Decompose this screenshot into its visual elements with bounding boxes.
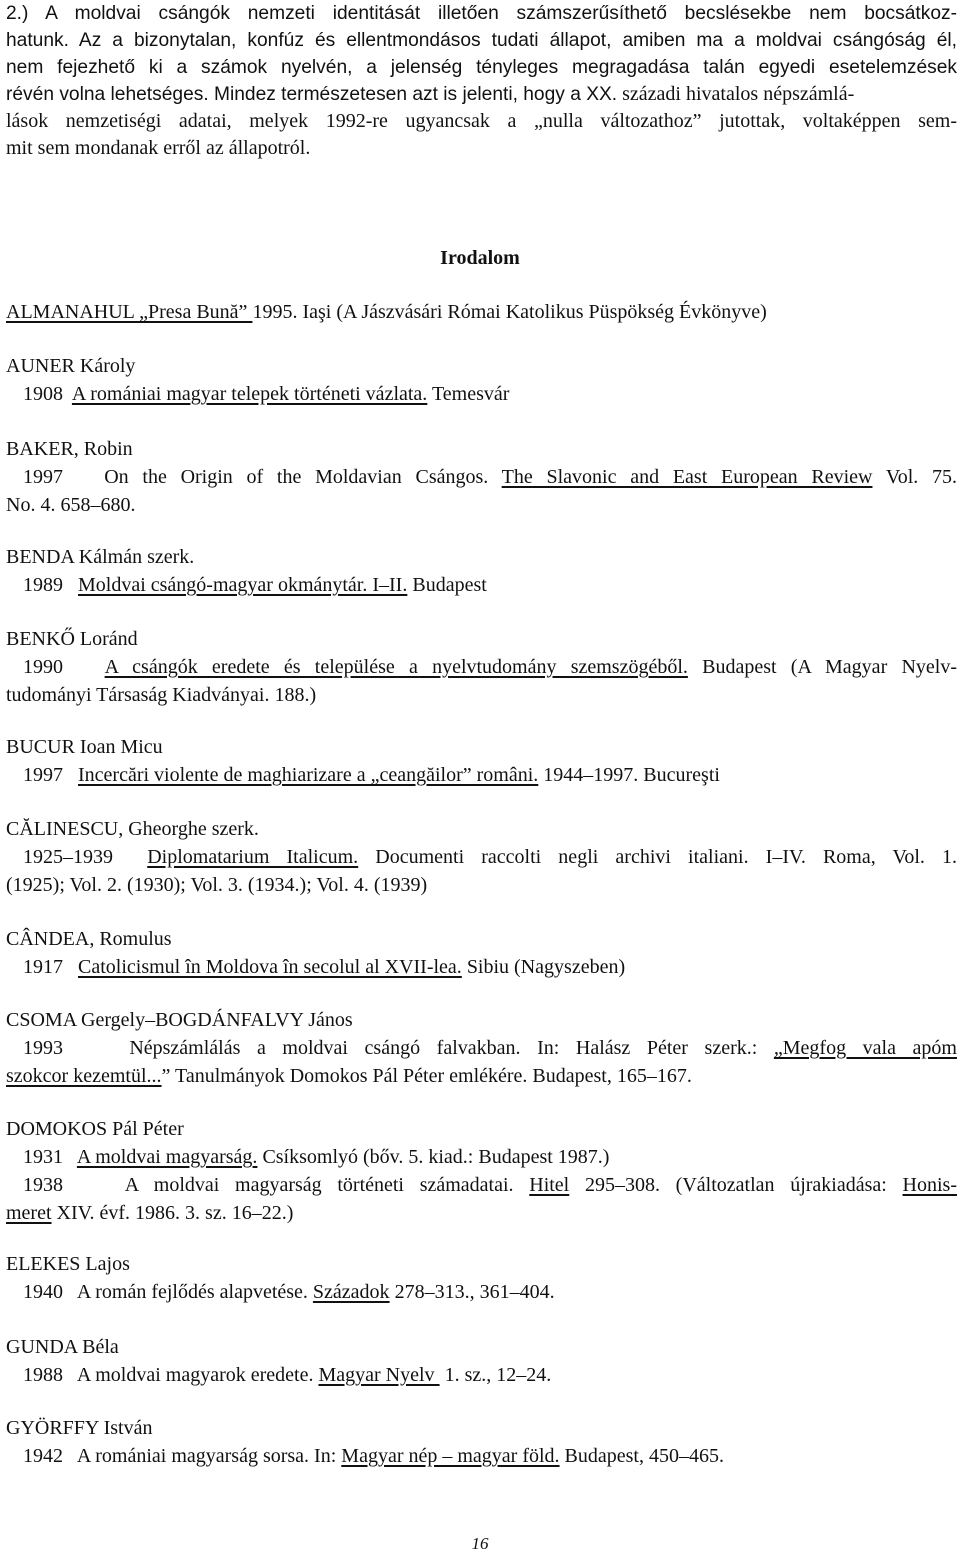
bib-title: Moldvai csángó-magyar okmánytár. I–II.	[78, 574, 408, 596]
bib-text: 1908	[23, 383, 72, 405]
intro-paragraph	[6, 0, 957, 162]
bib-text: 1997 On the Origin of the Moldavian Csángos.	[23, 466, 502, 488]
bib-title: Századok	[312, 1281, 390, 1303]
intro-line: 2.) A moldvai csángók nemzeti identitását illetően számszerűsíthető becslésekbe nem bocsátkoz-	[6, 3, 957, 24]
intro-line: nem fejezhető ki a számok nyelvén, a jelenség tényleges megragadása talán egyedi esetelemzések	[6, 57, 957, 78]
bib-text: Temesvár	[427, 383, 510, 405]
bib-reference-line	[6, 1062, 957, 1090]
bib-text: 278–313., 361–404.	[389, 1281, 555, 1303]
bib-title: A moldvai magyarság.	[76, 1146, 258, 1168]
bib-entry	[6, 352, 957, 408]
bib-title: Magyar nép – magyar föld.	[341, 1445, 560, 1467]
bib-reference-line	[6, 1034, 957, 1062]
bib-text: tudományi Társaság Kiadványai. 188.)	[6, 684, 317, 706]
bib-text: 1944–1997. Bucureşti	[538, 764, 720, 786]
bib-title: szokcor kezemtül...	[6, 1065, 162, 1087]
bib-text: Csíksomlyó (bőv. 5. kiad.: Budapest 1987.)	[257, 1146, 610, 1168]
bib-text: Vol. 75.	[872, 466, 957, 488]
bib-title: Diplomatarium Italicum.	[147, 846, 359, 868]
bib-text: 1997	[23, 764, 78, 786]
bib-reference-line	[6, 1171, 957, 1199]
bib-text: ” Tanulmányok Domokos Pál Péter emlékére. Budapest, 165–167.	[161, 1065, 692, 1087]
bib-title: The Slavonic and East European Review	[501, 466, 873, 488]
bib-text: No. 4. 658–680.	[6, 494, 136, 516]
bib-reference-line	[6, 1199, 957, 1227]
bib-reference-line	[6, 1143, 957, 1171]
bib-text: Budapest	[407, 574, 487, 596]
bib-author: GUNDA Béla	[6, 1336, 119, 1358]
bib-text: 295–308. (Változatlan újrakiadása:	[569, 1174, 903, 1196]
intro-line: mit sem mondanak erről az állapotról.	[6, 137, 311, 159]
bib-text: 1917	[23, 956, 78, 978]
bib-entry	[6, 1115, 957, 1227]
bib-text: Budapest (A Magyar Nyelv-	[687, 656, 957, 678]
bib-text: 1931	[23, 1146, 77, 1168]
bib-text: Budapest, 450–465.	[559, 1445, 724, 1467]
bib-reference-line	[6, 1442, 957, 1470]
bib-text: 1990	[23, 656, 105, 678]
bib-text: 1995. Iaşi (A Jászvásári Római Katolikus Püspökség Évkönyve)	[252, 301, 767, 323]
bib-entry	[6, 733, 957, 789]
bib-reference-line	[6, 380, 957, 408]
bib-title: Magyar Nyelv	[318, 1364, 440, 1386]
bib-reference-line	[6, 843, 957, 871]
bib-title: Honis-	[902, 1174, 957, 1196]
bib-reference-line	[6, 1278, 957, 1306]
bib-reference-line	[6, 491, 957, 519]
bib-text: 1989	[23, 574, 78, 596]
bib-entry	[6, 1006, 957, 1090]
bib-author: GYÖRFFY István	[6, 1417, 153, 1439]
intro-line: lások nemzetiségi adatai, melyek 1992-re ugyancsak a „nulla változathoz” jutottak, voltaképpen sem-	[6, 110, 957, 132]
bib-entry	[6, 435, 957, 519]
intro-line: hatunk. Az a bizonytalan, konfúz és ellentmondásos tudati állapot, amiben ma a moldvai csángóság él,	[6, 30, 957, 51]
bib-text: 1988 A moldvai magyarok eredete.	[23, 1364, 319, 1386]
bib-title: Hitel	[529, 1174, 570, 1196]
bib-reference-line	[6, 953, 957, 981]
bib-reference-line	[6, 298, 957, 326]
bib-text: Documenti raccolti negli archivi italiani. I–IV. Roma, Vol. 1.	[358, 846, 958, 868]
bib-author: BENDA Kálmán szerk.	[6, 546, 195, 568]
page-number: 16	[471, 1534, 489, 1553]
bib-author: CÂNDEA, Romulus	[6, 928, 172, 950]
bib-reference-line	[6, 463, 957, 491]
bib-entry	[6, 1333, 957, 1389]
bib-title: A romániai magyar telepek történeti vázlata.	[71, 383, 428, 405]
bib-author: BAKER, Robin	[6, 438, 133, 460]
bib-title: „Megfog vala apóm	[773, 1037, 957, 1059]
bib-entry	[6, 543, 957, 599]
bib-text: 1938 A moldvai magyarság történeti számadatai.	[23, 1174, 530, 1196]
bib-title: Incercări violente de maghiarizare a „ceangăilor” români.	[78, 764, 539, 786]
bib-entry	[6, 815, 957, 899]
bib-entry	[6, 298, 957, 326]
bib-author: ELEKES Lajos	[6, 1253, 130, 1275]
section-heading: Irodalom	[440, 247, 520, 269]
bib-text: 1993 Népszámlálás a moldvai csángó falvakban. In: Halász Péter szerk.:	[23, 1037, 774, 1059]
bib-text: 1942 A romániai magyarság sorsa. In:	[23, 1445, 342, 1467]
intro-line-mixed	[6, 81, 957, 108]
bib-reference-line	[6, 571, 957, 599]
bib-author: CSOMA Gergely–BOGDÁNFALVY János	[6, 1009, 353, 1031]
bib-text: 1925–1939	[23, 846, 148, 868]
bib-text: (1925); Vol. 2. (1930); Vol. 3. (1934.); Vol. 4. (1939)	[6, 874, 428, 896]
bib-entry	[6, 625, 957, 709]
intro-line-part: révén volna lehetséges. Mindez természetesen azt is jelenti, hogy a XX.	[6, 84, 618, 105]
bib-author: DOMOKOS Pál Péter	[6, 1118, 184, 1140]
bib-text: XIV. évf. 1986. 3. sz. 16–22.)	[51, 1202, 294, 1224]
bib-text: Sibiu (Nagyszeben)	[461, 956, 626, 978]
bib-reference-line	[6, 1361, 957, 1389]
bib-title: Catolicismul în Moldova în secolul al XVII-lea.	[78, 956, 462, 978]
bib-reference-line	[6, 681, 957, 709]
bib-reference-line	[6, 761, 957, 789]
intro-line-part: századi hivatalos népszámlá-	[617, 83, 855, 105]
bib-author: AUNER Károly	[6, 355, 136, 377]
bib-text: 1. sz., 12–24.	[439, 1364, 552, 1386]
bib-reference-line	[6, 871, 957, 899]
bib-author: BENKŐ Loránd	[6, 628, 138, 650]
bib-title: meret	[6, 1202, 52, 1224]
bib-text: 1940 A román fejlődés alapvetése.	[23, 1281, 313, 1303]
bib-entry	[6, 1414, 957, 1470]
bib-author: BUCUR Ioan Micu	[6, 736, 163, 758]
bib-reference-line	[6, 653, 957, 681]
bib-entry	[6, 1250, 957, 1306]
bib-author: CĂLINESCU, Gheorghe szerk.	[6, 818, 259, 840]
bib-entry	[6, 925, 957, 981]
bib-title: A csángók eredete és települése a nyelvtudomány szemszögéből.	[104, 656, 688, 678]
bib-title: ALMANAHUL „Presa Bună”	[6, 301, 253, 323]
